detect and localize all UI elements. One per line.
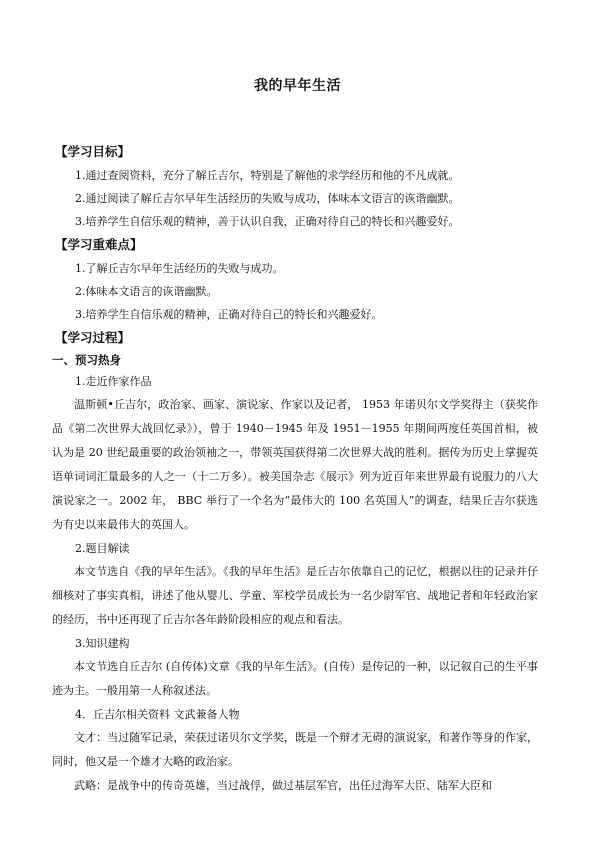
paragraph-author-intro: 温斯顿•丘吉尔，政治家、画家、演说家、作家以及记者， 1953 年诺贝尔文学奖得主（获奖作品《第二次世界大战回忆录》），曾于 1940－1945 年及 1951－1955 年期间两度任英国首相，被认为是 20 世纪最重要的政治领袖之一，带领英国获得第二次世界大战的胜利。据传为历史上掌握英语单词词汇量最多的人之一（十二万多）。被美国杂志《展示》列为近百年来世界最有说服力的八大演说家之一。2002 年， BBC 举行了一个名为“最伟大的 100 名英国人”的调查，结果丘吉尔获选为有史以来最伟大的英国人。 (52, 398, 538, 531)
paragraph-literary-talent: 文才：当过随军记录，荣获过诺贝尔文学奖，既是一个辩才无碍的演说家，和著作等身的作家，同时，他又是一个雄才大略的政治家。 (52, 731, 538, 768)
section-heading-process: 【学习过程】 (55, 330, 131, 345)
item-title-related-info: 4．丘吉尔相关资料 文武兼备人物 (75, 708, 240, 721)
item-title-author: 1.走近作家作品 (75, 375, 152, 388)
key-point-item: 2.体味本文语言的诙谐幽默。 (75, 285, 218, 298)
goal-item: 2.通过阅读了解丘吉尔早年生活经历的失败与成功，体味本文语言的诙谐幽默。 (75, 192, 460, 205)
section-heading-key-points: 【学习重难点】 (55, 237, 143, 252)
paragraph-military-strategy: 武略：是战争中的传奇英雄，当过战俘，做过基层军官，出任过海军大臣、陆军大臣和 (74, 779, 492, 792)
document-body (52, 140, 538, 798)
item-title-interpretation: 2.题目解读 (75, 542, 130, 555)
goal-item: 3.培养学生自信乐观的精神，善于认识自我，正确对待自己的特长和兴趣爱好。 (75, 215, 460, 228)
key-point-item: 3.培养学生自信乐观的精神，正确对待自己的特长和兴趣爱好。 (75, 308, 383, 321)
item-title-knowledge: 3.知识建构 (75, 637, 130, 650)
key-point-item: 1.了解丘吉尔早年生活经历的失败与成功。 (75, 262, 284, 275)
paragraph-title-interpretation: 本文节选自《我的早年生活》。《我的早年生活》是丘吉尔依靠自己的记忆，根据以往的记录并仔细核对了事实真相，讲述了他从婴儿、学童、军校学员成长为一名少尉军官、战地记者和年轻政治家的经历，书中还再现了丘吉尔各年龄阶段相应的观点和看法。 (52, 565, 538, 626)
section-heading-goals: 【学习目标】 (55, 144, 131, 159)
paragraph-knowledge: 本文节选自丘吉尔 (自传体)文章《我的早年生活》。(自传）是传记的一种，以记叙自己的生平事迹为主。一般用第一人称叙述法。 (52, 660, 538, 697)
sub-heading-preview: 一、预习热身 (52, 353, 121, 367)
goal-item: 1.通过查阅资料，充分了解丘吉尔，特别是了解他的求学经历和他的不凡成就。 (75, 169, 460, 182)
page-title: 我的早年生活 (254, 78, 341, 94)
